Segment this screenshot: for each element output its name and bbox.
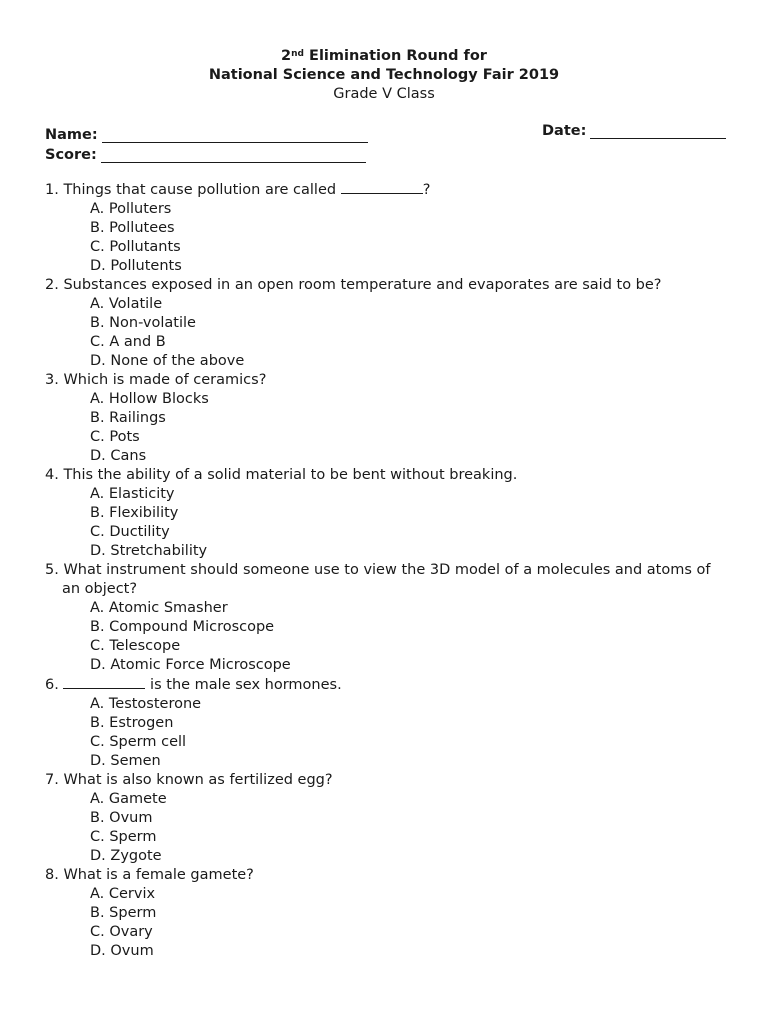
answer-choice: A. Volatile bbox=[90, 296, 163, 312]
answer-choice: C. Pollutants bbox=[90, 239, 181, 255]
question-stem bbox=[45, 180, 725, 200]
answer-choice: D. Ovum bbox=[90, 943, 154, 959]
answer-choice: A. Testosterone bbox=[90, 696, 202, 712]
question-stem bbox=[45, 866, 725, 885]
question-item bbox=[45, 866, 725, 961]
answer-choice: D. Semen bbox=[90, 753, 161, 769]
question-text: 1. Things that cause pollution are called bbox=[45, 182, 341, 198]
question-text: 5. What instrument should someone use to view the 3D model of a molecules and atoms of an object? bbox=[45, 562, 711, 597]
question-item bbox=[45, 180, 725, 276]
date-group bbox=[542, 123, 726, 139]
answer-choice: C. Sperm cell bbox=[90, 734, 187, 750]
question-stem bbox=[45, 276, 725, 295]
answer-choice: D. Atomic Force Microscope bbox=[90, 657, 291, 673]
answer-choice: D. Cans bbox=[90, 448, 147, 464]
answer-choice: C. A and B bbox=[90, 334, 166, 350]
answer-choice: B. Sperm bbox=[90, 905, 157, 921]
round-number: 2 bbox=[281, 48, 292, 64]
answer-blank bbox=[341, 180, 423, 194]
name-field[interactable] bbox=[102, 127, 368, 143]
round-ordinal: nd bbox=[291, 49, 304, 59]
answer-choice: C. Ductility bbox=[90, 524, 170, 540]
answer-choice: B. Railings bbox=[90, 410, 166, 426]
question-text: 4. This the ability of a solid material to be bent without breaking. bbox=[45, 467, 518, 483]
answer-choice: A. Gamete bbox=[90, 791, 167, 807]
question-text: 2. Substances exposed in an open room temperature and evaporates are said to be? bbox=[45, 277, 662, 293]
answer-choice: B. Flexibility bbox=[90, 505, 179, 521]
score-label: Score: bbox=[45, 147, 97, 163]
answer-choice: A. Atomic Smasher bbox=[90, 600, 228, 616]
answer-choice: D. None of the above bbox=[90, 353, 245, 369]
question-stem bbox=[45, 466, 725, 485]
question-item bbox=[45, 561, 725, 675]
name-row bbox=[45, 123, 725, 143]
question-text: 8. What is a female gamete? bbox=[45, 867, 254, 883]
worksheet-header bbox=[0, 47, 768, 104]
answer-blank bbox=[63, 675, 145, 689]
question-text-after: ? bbox=[422, 182, 431, 198]
student-info-fields bbox=[45, 123, 725, 163]
question-item bbox=[45, 371, 725, 466]
answer-choice: A. Elasticity bbox=[90, 486, 175, 502]
score-row bbox=[45, 143, 725, 163]
question-stem bbox=[45, 371, 725, 390]
round-title bbox=[0, 47, 768, 66]
question-text: 6. bbox=[45, 677, 64, 693]
question-text: 3. Which is made of ceramics? bbox=[45, 372, 267, 388]
question-item bbox=[45, 276, 725, 371]
date-label: Date: bbox=[542, 123, 587, 139]
answer-choice: C. Pots bbox=[90, 429, 140, 445]
name-label: Name: bbox=[45, 127, 98, 143]
answer-choice: C. Ovary bbox=[90, 924, 153, 940]
question-item bbox=[45, 771, 725, 866]
question-list bbox=[45, 180, 725, 961]
date-field[interactable] bbox=[590, 123, 726, 139]
answer-choice: A. Cervix bbox=[90, 886, 156, 902]
answer-choice: B. Pollutees bbox=[90, 220, 175, 236]
answer-choice: B. Compound Microscope bbox=[90, 619, 275, 635]
answer-choice: D. Pollutents bbox=[90, 258, 182, 274]
question-text-after: is the male sex hormones. bbox=[145, 677, 342, 693]
round-title-text: Elimination Round for bbox=[304, 48, 487, 64]
score-field[interactable] bbox=[101, 147, 366, 163]
answer-choice: A. Hollow Blocks bbox=[90, 391, 209, 407]
question-stem bbox=[45, 771, 725, 790]
question-text: 7. What is also known as fertilized egg? bbox=[45, 772, 333, 788]
answer-choice: D. Zygote bbox=[90, 848, 162, 864]
answer-choice: D. Stretchability bbox=[90, 543, 208, 559]
answer-choice: B. Ovum bbox=[90, 810, 153, 826]
question-stem bbox=[45, 675, 725, 695]
question-item bbox=[45, 466, 725, 561]
question-item bbox=[45, 675, 725, 771]
answer-choice: B. Estrogen bbox=[90, 715, 174, 731]
grade-title: Grade V Class bbox=[333, 86, 435, 102]
answer-choice: C. Sperm bbox=[90, 829, 157, 845]
answer-choice: C. Telescope bbox=[90, 638, 181, 654]
answer-choice: A. Polluters bbox=[90, 201, 172, 217]
event-title: National Science and Technology Fair 2019 bbox=[208, 67, 560, 83]
answer-choice: B. Non-volatile bbox=[90, 315, 196, 331]
question-stem bbox=[45, 561, 725, 599]
